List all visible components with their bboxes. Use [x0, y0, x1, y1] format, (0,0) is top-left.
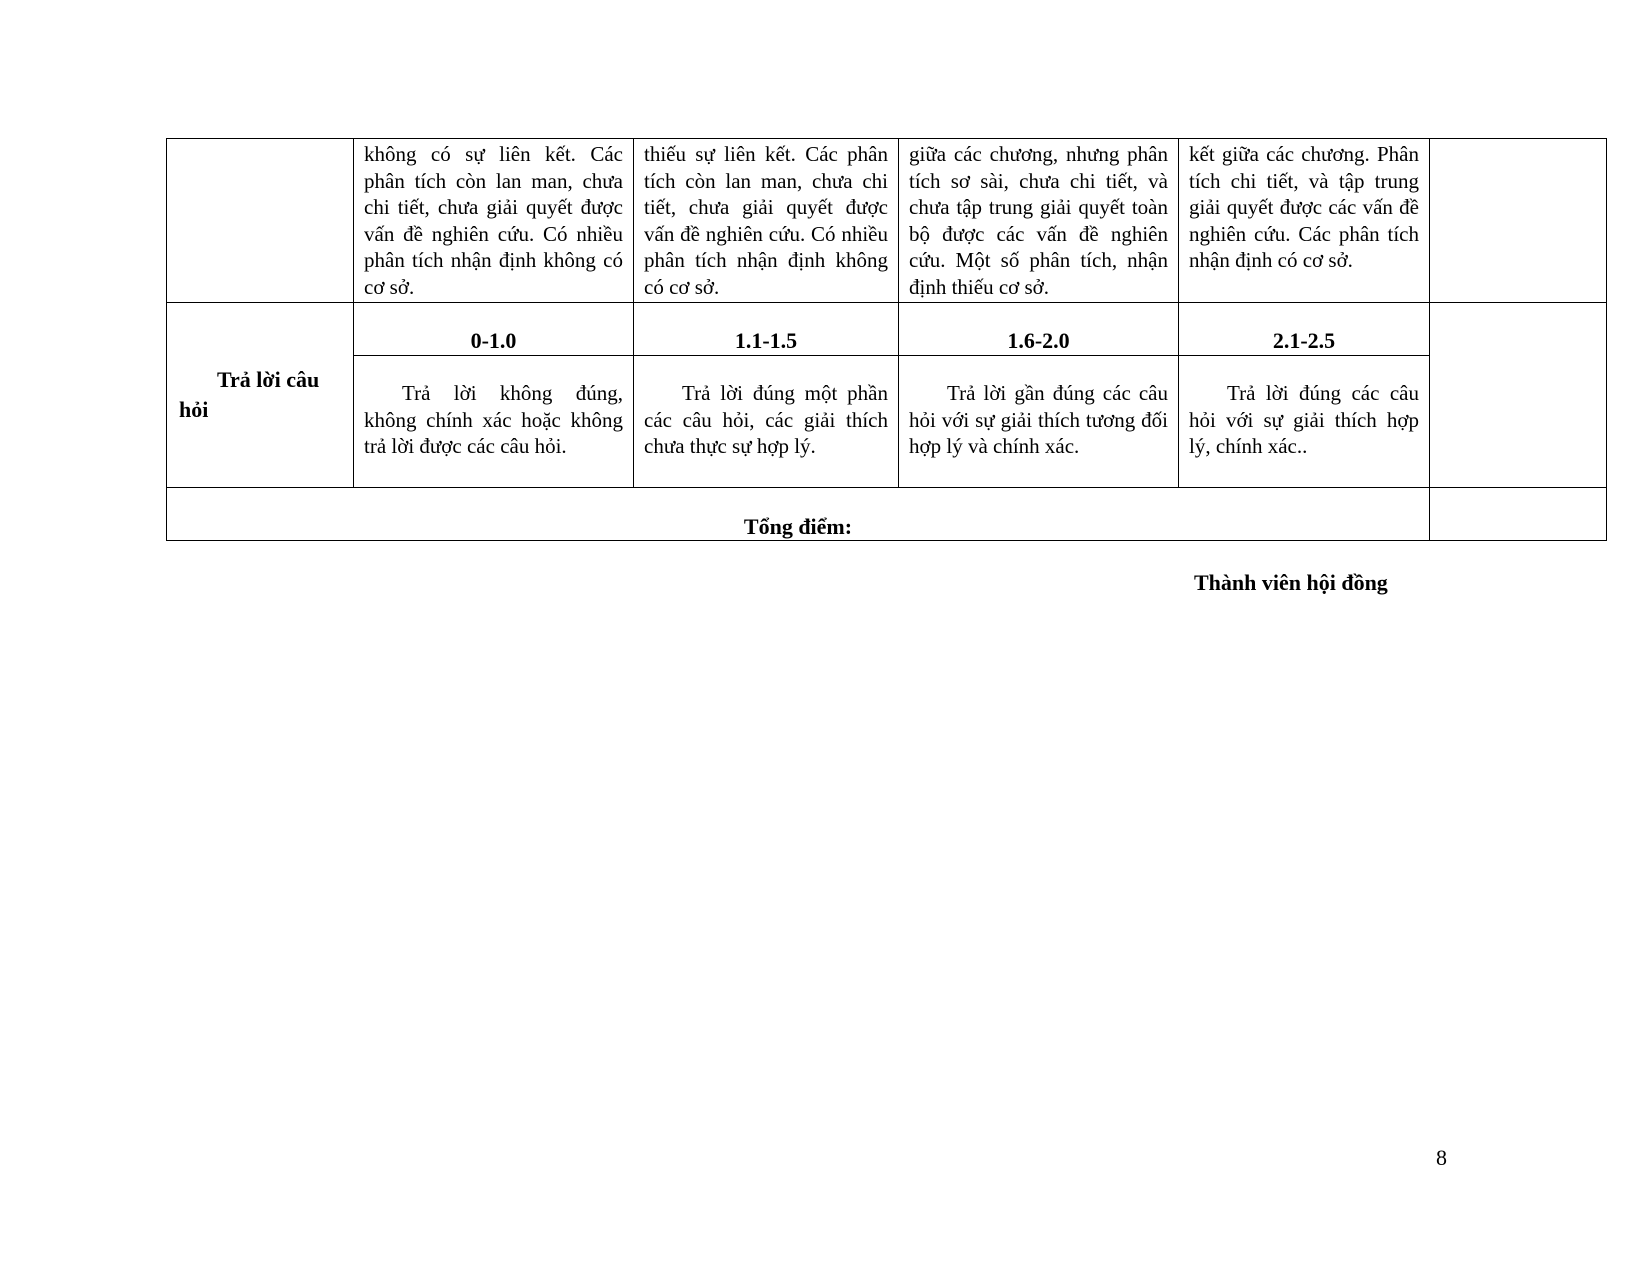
total-score-cell	[1430, 488, 1607, 541]
score-range-3: 1.6-2.0	[899, 303, 1179, 356]
answer-level-4-description: Trả lời đúng các câu hỏi với sự giải thích hợp lý, chính xác..	[1179, 356, 1430, 488]
answer-level-3-description: Trả lời gần đúng các câu hỏi với sự giải thích tương đối hợp lý và chính xác.	[899, 356, 1179, 488]
evaluation-rubric-table	[166, 138, 1607, 541]
level-3-description: giữa các chương, nhưng phân tích sơ sài, chưa chi tiết, và chưa tập trung giải quyết toàn bộ được các vấn đề nghiên cứu. Một số phân tích, nhận định thiếu cơ sở.	[899, 139, 1179, 303]
table-row-answer-scores	[167, 303, 1607, 356]
level-1-description: không có sự liên kết. Các phân tích còn lan man, chưa chi tiết, chưa giải quyết được vấn đề nghiên cứu. Có nhiều phân tích nhận định không có cơ sở.	[354, 139, 634, 303]
score-range-4: 2.1-2.5	[1179, 303, 1430, 356]
score-range-2: 1.1-1.5	[634, 303, 899, 356]
total-score-label: Tổng điểm:	[167, 488, 1430, 541]
table-row-answer-descriptions	[167, 356, 1607, 488]
answer-level-2-description: Trả lời đúng một phần các câu hỏi, các giải thích chưa thực sự hợp lý.	[634, 356, 899, 488]
score-range-1: 0-1.0	[354, 303, 634, 356]
table-row-total	[167, 488, 1607, 541]
criterion-cell-empty	[167, 139, 354, 303]
answer-level-1-description: Trả lời không đúng, không chính xác hoặc không trả lời được các câu hỏi.	[354, 356, 634, 488]
table-row-continuation	[167, 139, 1607, 303]
score-cell-empty	[1430, 139, 1607, 303]
level-2-description: thiếu sự liên kết. Các phân tích còn lan man, chưa chi tiết, chưa giải quyết được vấn đề nghiên cứu. Có nhiều phân tích nhận định không có cơ sở.	[634, 139, 899, 303]
criterion-answer-questions: Trả lời câu hỏi	[167, 303, 354, 488]
council-member-signature-label: Thành viên hội đồng	[1194, 570, 1388, 595]
page-number: 8	[1436, 1145, 1447, 1170]
score-cell-empty	[1430, 303, 1607, 488]
level-4-description: kết giữa các chương. Phân tích chi tiết, và tập trung giải quyết được các vấn đề nghiên cứu. Các phân tích nhận định có cơ sở.	[1179, 139, 1430, 303]
